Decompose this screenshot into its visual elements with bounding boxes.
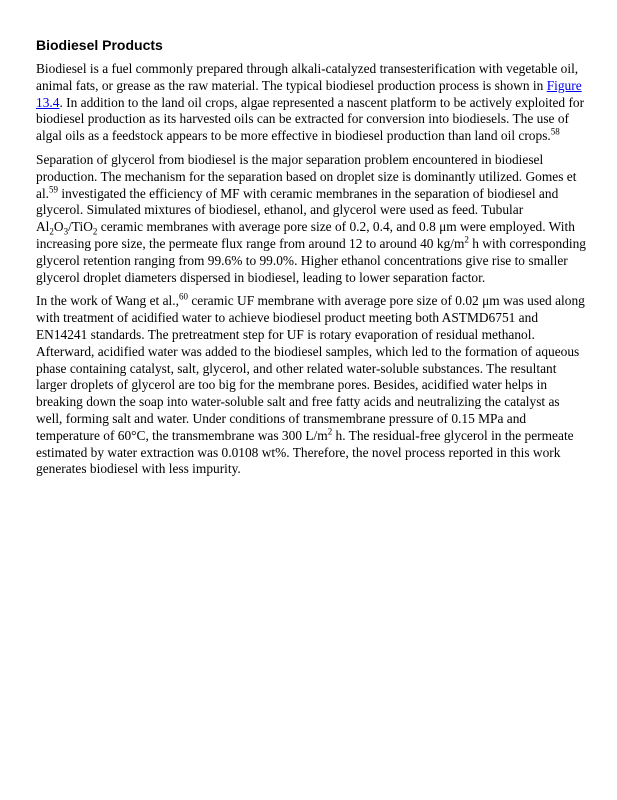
paragraph-3 xyxy=(36,293,586,478)
p2-text-5: ceramic membranes with average pore size of 0.2, 0.4, and 0.8 μm were employed. With increasing pore size, the permeate flux range from around 12 to around 40 kg/m xyxy=(36,219,575,251)
section-heading: Biodiesel Products xyxy=(36,37,163,53)
p2-text-1: Separation of glycerol from biodiesel is the major separation problem encountered in biodiesel production. The mechanism for the separation based on droplet size is dominantly utilized. Gomes et al. xyxy=(36,151,577,201)
subscript: 2 xyxy=(92,226,98,237)
paragraph-1 xyxy=(36,61,586,145)
superscript: 2 xyxy=(327,426,333,437)
document-page xyxy=(36,36,586,485)
p2-text-2: investigated the efficiency of MF with ceramic membranes in the separation of biodiesel and glycerol. Simulated mixtures of biodiesel, ethanol, and glycerol were used as feed. Tubular Al xyxy=(36,185,559,235)
p3-text-3: h. The residual-free glycerol in the permeate estimated by water extraction was 0.0108 wt%. Therefore, the novel process reported in this work generates biodiesel with less impurity. xyxy=(36,427,574,477)
p3-text-2: ceramic UF membrane with average pore size of 0.02 μm was used along with treatment of acidified water to achieve biodiesel product meeting both ASTMD6751 and EN14241 standards. The pretreatment step for UF is rotary evaporation of residual methanol. Afterward, acidified water was added to the biodiesel samples, which led to the formation of aqueous phase containing catalyst, salt, glycerol, and other related water-soluble substances. The resultant larger droplets of glycerol are too big for the membrane pores. Besides, acidified water helps in breaking down the soap into water-soluble salt and free fatty acids and neutralizing the catalyst as well, forming salt and water. Under conditions of transmembrane pressure of 0.15 MPa and temperature of 60°C, the transmembrane was 300 L/m xyxy=(36,293,585,443)
p2-text-6: h with corresponding glycerol retention ranging from 99.6% to 99.0%. Higher ethanol concentrations give rise to smaller glycerol droplet diameters dispersed in biodiesel, leading to lower separation factor. xyxy=(36,235,587,285)
citation-ref-60: 60 xyxy=(178,291,188,302)
paragraph-2 xyxy=(36,152,586,286)
p2-text-3: O xyxy=(53,219,64,235)
p1-text-2: . In addition to the land oil crops, algae represented a nascent platform to be actively exploited for biodiesel production as its harvested oils can be extracted for conversion into biodiesels. The use of algal oils as a feedstock appears to be more effective in biodiesel production than land oil crops. xyxy=(36,94,585,144)
p1-text-1: Biodiesel is a fuel commonly prepared through alkali-catalyzed transesterification with vegetable oil, animal fats, or grease as the raw material. The typical biodiesel production process is shown in xyxy=(36,61,579,93)
citation-ref-59: 59 xyxy=(49,184,59,195)
superscript: 2 xyxy=(464,234,469,245)
p2-text-4: /TiO xyxy=(68,219,93,235)
subscript: 3 xyxy=(63,226,69,237)
subscript: 2 xyxy=(49,226,54,237)
citation-ref-58: 58 xyxy=(550,126,560,137)
p3-text-1: In the work of Wang et al., xyxy=(36,293,179,309)
figure-link[interactable]: Figure 13.4 xyxy=(36,77,582,110)
